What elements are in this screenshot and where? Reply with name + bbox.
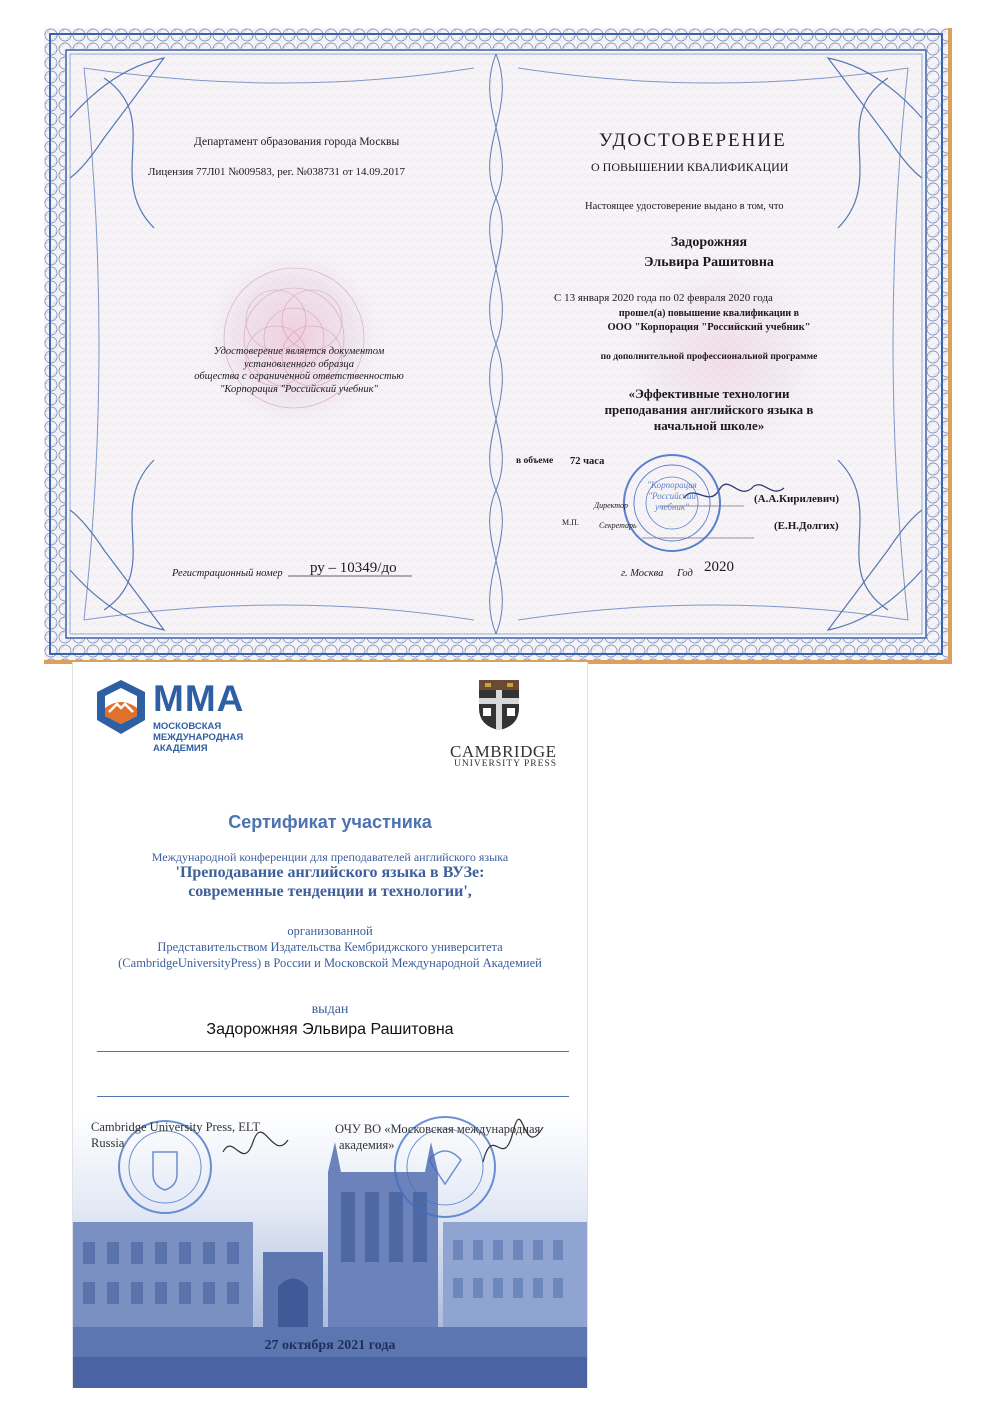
registration-label: Регистрационный номер [172,568,283,579]
document-note-line: установленного образца [243,358,355,370]
stamp-text [624,480,720,513]
left-signatory-line2: Russia [91,1136,125,1150]
document-note-line: общества с ограниченной ответственностью [194,371,404,382]
program-title-line: «Эффективные технологии [628,386,790,401]
passed-training: прошел(а) повышение квалификации в [618,308,800,319]
mma-full-name [153,721,243,754]
cambridge-name: CAMBRIDGE [450,742,557,761]
document-note-line: "Корпорация "Российский учебник" [220,383,378,395]
program-title-line: преподавания английского языка в [604,402,814,417]
issued-label: выдан [311,1002,349,1017]
cambridge-press: UNIVERSITY PRESS [454,759,558,769]
right-signatory-line1: ОЧУ ВО «Московская международная [335,1122,541,1136]
diploma-sheet [44,28,948,660]
mma-name-line: АКАДЕМИЯ [153,743,208,754]
certificate-title: Сертификат участника [228,812,432,832]
director-name: (А.А.Кирилевич) [754,493,840,505]
mma-logo-text: ММА [153,678,245,719]
year-value: 2020 [704,559,734,575]
secretary-name: (Е.Н.Долгих) [774,520,839,532]
recipient-surname: Задорожняя [670,235,748,250]
right-signatory-line2: академия» [339,1138,395,1152]
organizer-line1: Представительством Издательства Кембриджского университета [157,940,503,954]
issued-text: Настоящее удостоверение выдано в том, что [585,201,784,212]
mma-name-line: МОСКОВСКАЯ [153,721,222,732]
organizer-line2: (CambridgeUniversityPress) в России и Московской Международной Академией [118,956,542,970]
recipient-underline [97,1051,569,1052]
document-subtitle: О ПОВЫШЕНИИ КВАЛИФИКАЦИИ [591,160,789,174]
ornamental-frame [44,28,948,660]
registration-number: ру – 10349/до [310,560,397,576]
stamp-text-line: учебник" [655,502,689,512]
organized-label: организованной [287,924,373,938]
certificate-date: 27 октября 2021 года [264,1338,396,1353]
conference-title-line2: современные тенденции и технологии', [188,883,472,900]
qualification-certificate [44,28,952,664]
program-title-line: начальной школе» [653,418,765,433]
organization-name: ООО "Корпорация "Российский учебник" [607,322,811,333]
department-name: Департамент образования города Москвы [194,136,400,148]
cambridge-shield-icon [477,678,521,732]
participant-certificate [72,662,588,1388]
mma-name-line: МЕЖДУНАРОДНАЯ [153,732,244,743]
document-note-line: Удостоверение является документом [213,346,385,357]
document-note [174,346,424,396]
conference-line: Международной конференции для преподавателей английского языка [151,850,509,864]
recipient-name: Эльвира Рашитовна [644,255,774,270]
stamp-text-line: "Российский [648,491,696,501]
recipient-name: Задорожняя Эльвира Рашитовна [206,1021,454,1038]
year-label: Год [677,568,693,579]
seal-place-label: М.П. [562,518,579,527]
blank-underline [97,1096,569,1097]
left-signatory-line1: Cambridge University Press, ELT [91,1120,260,1134]
license-info: Лицензия 77Л01 №009583, рег. №038731 от 14.09.2017 [148,166,406,178]
secretary-label: Секретарь [599,521,637,530]
stamp-text-line: "Корпорация [647,480,697,490]
program-label: по дополнительной профессиональной программе [600,352,818,362]
document-title: УДОСТОВЕРЕНИЕ [599,130,787,151]
program-title [564,386,854,434]
training-period: С 13 января 2020 года по 02 февраля 2020 года [554,292,773,304]
director-label: Директор [594,501,629,510]
city: г. Москва [621,568,664,579]
conference-title-line1: 'Преподавание английского языка в ВУЗе: [175,864,485,881]
volume-value: 72 часа [570,456,605,467]
volume-label: в объеме [516,456,554,466]
mma-emblem-icon [93,678,149,736]
